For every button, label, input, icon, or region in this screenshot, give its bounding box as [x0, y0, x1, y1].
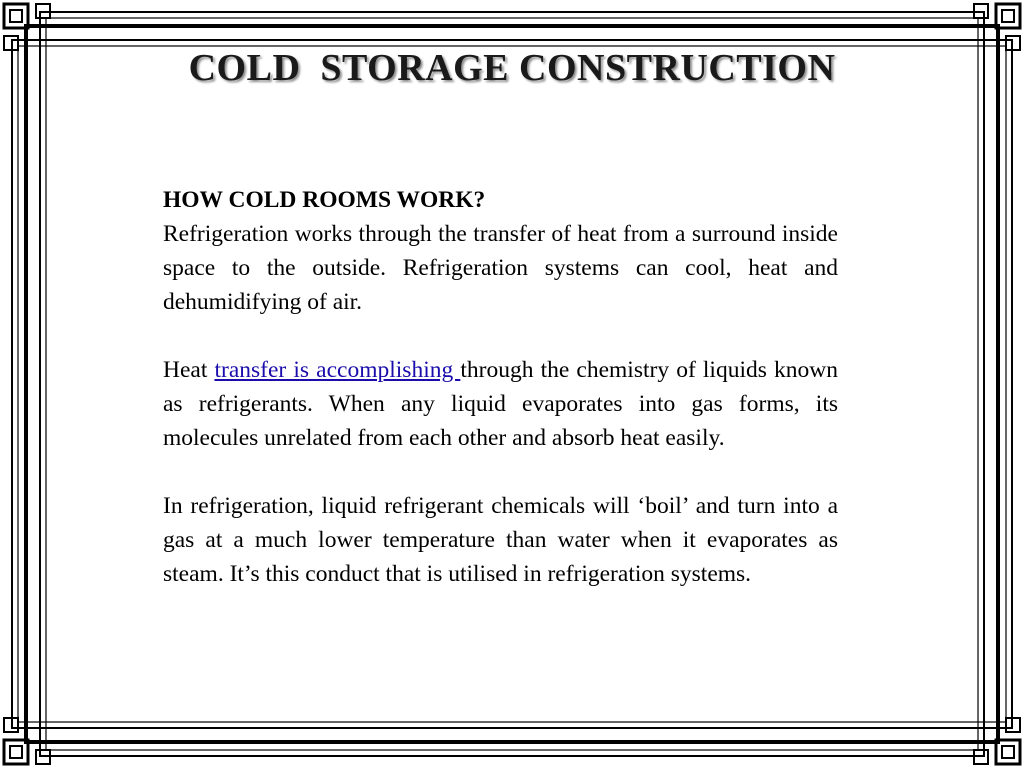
- paragraph-heat-transfer: [163, 353, 838, 455]
- transfer-link[interactable]: transfer is accomplishing: [214, 357, 461, 383]
- paragraph-boiling: In refrigeration, liquid refrigerant chemicals will ‘boil’ and turn into a gas at a much lower temperature than water when it evaporates as steam. It’s this conduct that is utilised in refrigeration systems.: [163, 493, 838, 587]
- paragraph-intro: Refrigeration works through the transfer of heat from a surround inside space to the outside. Refrigeration systems can cool, heat and dehumidifying of air.: [163, 221, 838, 315]
- section-heading: HOW COLD ROOMS WORK?: [163, 187, 486, 213]
- slide-title: COLD STORAGE CONSTRUCTION: [188, 47, 836, 89]
- paragraph-heat-transfer-lead: Heat: [163, 357, 215, 383]
- paragraph-heat-transfer-rest: through the chemistry of liquids known as refrigerants. When any liquid evaporates into gas forms, its molecules unrelated from each other and absorb heat easily.: [163, 357, 838, 451]
- paragraph-spacer: [163, 455, 838, 489]
- paragraph-spacer: [163, 319, 838, 353]
- content-body: [163, 183, 838, 591]
